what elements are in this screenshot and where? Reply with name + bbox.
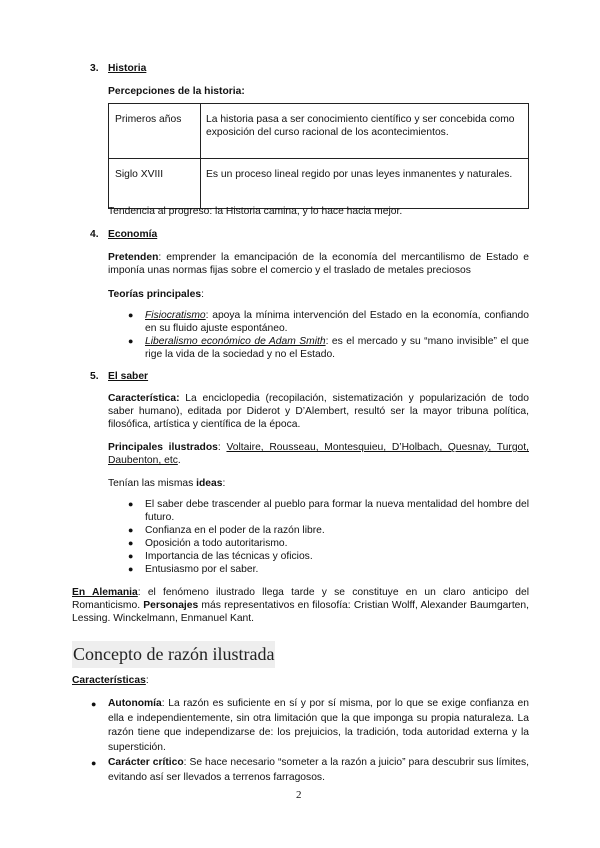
theory-text: : apoya la mínima intervención del Estado en la economía, confiando en su fluido ajuste espontáneo. <box>145 310 529 334</box>
illustrated-end: . <box>177 455 181 466</box>
progress-tendency-text: Tendencia al progreso: la Historia camina, y lo hace hacia mejor. <box>108 206 403 217</box>
history-table <box>108 103 529 209</box>
germany-label: En Alemania <box>72 587 138 598</box>
bullet-icon: ● <box>128 551 134 561</box>
table-row <box>109 104 529 159</box>
theories-label: Teorías principales <box>108 289 202 300</box>
history-perceptions-subtitle: Percepciones de la historia: <box>108 86 245 97</box>
characteristics-label: Características <box>72 675 146 686</box>
illustrated-label: Principales ilustrados <box>108 442 218 453</box>
list-item <box>91 697 529 756</box>
theory-text: : es el mercado y su “mano invisible” el que rige la vida de la sociedad y no el Estado. <box>145 336 529 360</box>
characteristic-desc: : La razón es suficiente en sí y por sí misma, por lo que se exige confianza en ella e independientemente, sin otra limitación que la que imponga su propia naturaleza. La razón tiene que independizarse de: los prejuicios, la tradición, toda autoridad externa y la superstición. <box>108 698 529 754</box>
theories-colon: : <box>201 289 204 300</box>
illustrated-paragraph <box>108 441 529 467</box>
table-cell-desc: Es un proceso lineal regido por unas leyes inmanentes y naturales. <box>201 159 529 209</box>
bullet-icon: ● <box>91 699 97 709</box>
characteristic-desc: : Se hace necesario “someter a la razón a juicio” para descubrir sus límites, evitando así ser llevados a terrenos farragosos. <box>108 756 529 783</box>
bullet-icon: ● <box>91 757 97 768</box>
germany-text-2: más representativos en filosofía: Cristian Wolff, Alexander Baumgarten, Lessing. Winckelmann, Enmanuel Kant. <box>72 600 529 624</box>
characteristics-colon: : <box>145 675 149 686</box>
ideas-intro-text: Tenían las mismas <box>108 478 197 489</box>
bullet-icon: ● <box>128 564 134 574</box>
idea-text: Entusiasmo por el saber. <box>145 564 259 575</box>
section-4-title: Economía <box>108 229 158 240</box>
list-item <box>128 524 529 537</box>
table-row <box>109 159 529 209</box>
table-cell-era: Siglo XVIII <box>109 159 201 209</box>
illustrated-colon: : <box>217 442 227 453</box>
personajes-label: Personajes <box>143 600 199 611</box>
list-item <box>91 756 529 785</box>
pretenden-label: Pretenden <box>108 252 159 263</box>
idea-text: El saber debe trascender al pueblo para formar la nueva mentalidad del hombre del futuro. <box>145 499 529 523</box>
bullet-icon: ● <box>128 336 134 346</box>
idea-text: Oposición a todo autoritarismo. <box>145 538 288 549</box>
pretenden-text: : emprender la emancipación de la economía del mercantilismo de Estado e imponía unas normas fijas sobre el comercio y el traslado de metales preciosos <box>108 252 529 276</box>
economy-theories-list <box>128 309 529 361</box>
page-number: 2 <box>296 789 302 801</box>
theory-term: Liberalismo económico de Adam Smith <box>145 336 326 347</box>
idea-text: Importancia de las técnicas y oficios. <box>145 551 313 562</box>
bullet-icon: ● <box>128 525 134 535</box>
list-item <box>128 537 529 550</box>
theory-term: Fisiocratismo <box>145 310 206 321</box>
list-item <box>128 498 529 524</box>
characteristic-text: La enciclopedia (recopilación, sistematización y popularización de todo saber humano), editada por Diderot y D’Alembert, resultó ser la mayor tribuna política, filosófica, artística y científica de la época. <box>108 393 529 430</box>
bullet-icon: ● <box>128 499 134 509</box>
ideas-intro <box>108 477 225 490</box>
section-4-number: 4. <box>90 229 99 240</box>
ideas-list <box>128 498 529 576</box>
bullet-icon: ● <box>128 538 134 548</box>
list-item <box>128 563 529 576</box>
characteristics-heading <box>72 674 149 687</box>
section-5-number: 5. <box>90 371 99 382</box>
bullet-icon: ● <box>128 310 134 320</box>
characteristic-term: Autonomía <box>108 698 162 709</box>
characteristic-paragraph <box>108 392 529 431</box>
list-item <box>128 309 529 335</box>
ideas-colon: : <box>222 478 226 489</box>
table-cell-desc: La historia pasa a ser conocimiento científico y ser concebida como exposición del curso racional de los acontecimientos. <box>201 104 529 159</box>
characteristic-term: Carácter crítico <box>108 756 184 768</box>
list-item <box>128 335 529 361</box>
germany-text-1: : el fenómeno ilustrado llega tarde y se constituye en un claro anticipo del Romanticismo. <box>72 587 529 611</box>
characteristic-label: Característica: <box>108 393 180 404</box>
pretenden-paragraph <box>108 251 529 277</box>
illustrated-list: Voltaire, Rousseau, Montesquieu, D’Holbach, Quesnay, Turgot, Daubenton, etc <box>108 442 529 466</box>
reason-characteristics-list <box>91 697 529 785</box>
list-item <box>128 550 529 563</box>
table-cell-era: Primeros años <box>109 104 201 159</box>
ideas-label: ideas <box>196 478 223 489</box>
section-5-title: El saber <box>108 371 149 382</box>
section-3-number: 3. <box>90 63 99 74</box>
germany-paragraph <box>72 586 529 625</box>
section-3-title: Historia <box>108 63 147 74</box>
idea-text: Confianza en el poder de la razón libre. <box>145 525 325 536</box>
reason-concept-heading: Concepto de razón ilustrada <box>72 641 275 668</box>
theories-heading <box>108 288 204 301</box>
